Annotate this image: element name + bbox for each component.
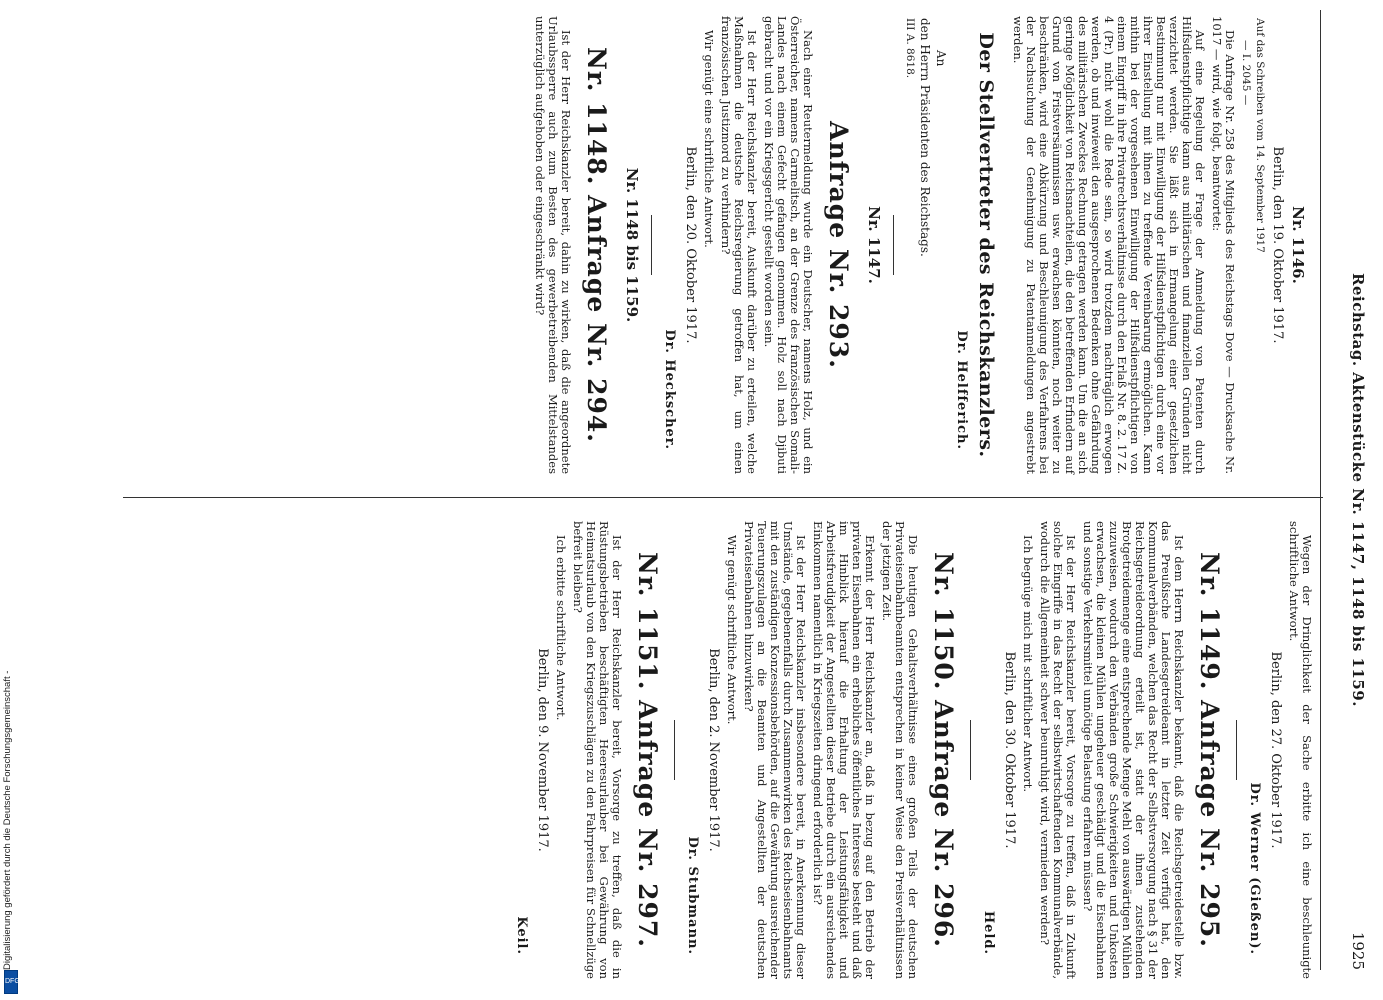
nr1149-date: Berlin, den 30. Oktober 1917. [1002,651,1017,849]
nr1147-signature-name: Dr. Heckscher. [662,329,677,450]
nr1146-ref3: III A. 8618. [904,18,916,79]
column-divider [123,497,1323,498]
nr1146-heading: Nr. 1146. [1289,206,1307,284]
nr1147-title: Anfrage Nr. 293. [824,121,853,369]
credit-text: Digitalisierung gefördert durch die Deutsche Forschungsgemeinschaft - [2,670,13,970]
nr1150-date: Berlin, den 2. November 1917. [706,648,721,852]
divider [651,215,652,275]
nr1146-date: Berlin, den 19. Oktober 1917. [1270,146,1285,344]
nr1146-para1: Die Anfrage Nr. 258 des Mitglieds des Reichstags Dove — Drucksache Nr. 1017 — wird, wie folgt, beantwortet: [1210,16,1237,474]
nr1146-signature-name: Dr. Helfferich. [954,330,969,450]
divider [674,720,675,780]
nr1148-title: Nr. 1148. Anfrage Nr. 294. [582,47,611,443]
divider [1236,720,1237,780]
nr1151-signature-name: Keil. [514,916,529,955]
nr1146-addr1: An [934,50,948,67]
nr1149-signature-name: Held. [981,910,996,955]
divider [893,215,894,275]
nr1147-para3: Wir genügt eine schriftliche Antwort. [702,30,716,248]
top-signature-name: Dr. Werner (Gießen). [1247,782,1262,955]
nr1151-title: Nr. 1151. Anfrage Nr. 297. [633,552,662,948]
nr1147-para2: Ist der Herr Reichskanzler bereit, Auskunft darüber zu erteilen, welche Maßnahmen die deutsche Reichsregierung getroffen hat, um einen französischen Justizmord zu verhindern? [719,16,759,474]
nr1147-signature [662,10,677,450]
nr1150-para2: Erkennt der Herr Reichskanzler an, daß in bezug auf den Betrieb der privaten Eisenbahnen ein erhebliches öffentliches Interesse besteht und daß im Hinblick hierauf die Erhaltung der Leistungsfähigkeit und Arbeitsfreudigkeit der Angestellten dieser Betriebe durch ein ausreichendes Einkommen namentlich in Kriegszeiten dringend erforderlich ist? [811,521,877,979]
nr1146-addr2: den Herrn Präsidenten des Reichstags. [918,18,932,257]
top-date: Berlin, den 27. Oktober 1917. [1268,651,1283,849]
sidebar [0,0,65,1000]
top-signature [1247,515,1262,955]
nr1149-para3: Ich begnüge mich mit schriftlicher Antwort. [1021,535,1035,792]
page-number: 1925 [1349,931,1367,970]
nr1146-signature [954,10,969,450]
left-column [65,10,1317,480]
nr1150-title: Nr. 1150. Anfrage Nr. 296. [929,552,958,948]
right-column [65,515,1317,985]
document-sheet [65,0,1383,1000]
nr1146-ref2: — I. 2045 — [1240,40,1252,106]
nr1151-para2: Ich erbitte schriftliche Antwort. [554,535,568,721]
nr1147-para1: Nach einer Reutermeldung wurde ein Deutscher, namens Holz, und ein Österreicher, namens Carmelitsch, an der Grenze des französischen Somali-Landes nach einem Gefecht gefangen genommen. Holz soll nach Djibuti gebracht und vor ein Kriegsgericht gestellt worden sein. [762,16,815,474]
nr1147-date: Berlin, den 20. Oktober 1917. [683,146,698,344]
nr1151-para1: Ist der Herr Reichskanzler bereit, Vorsorge zu treffen, daß die in Rüstungsbetrieben beschäftigten Heeresurlauber bei Gewährung von Heimatsurlaub von den Kriegszuschlägen zu den Fahrpreisen für Schnellzüge befreit bleiben? [571,521,624,979]
nr1149-title: Nr. 1149. Anfrage Nr. 295. [1195,552,1224,948]
nr1147-heading: Nr. 1147. [865,206,883,284]
nr1149-para1: Ist dem Herrn Reichskanzler bekannt, daß die Reichsgetreidestelle bzw. das Preußische Landesgetreideamt in letzter Zeit verfügt hat, den Kommunalverbänden, welchen das Recht der Selbstversorgung nach § 31 der Reichsgetreideordnung erteilt ist, statt der ihnen zustehenden Brotgetreidemenge eine entsprechende Menge Mehl von auswärtigen Mühlen zuzuweisen, wodurch den Verbänden große Schwierigkeiten und Unkosten erwachsen, die kleinen Mühlen ungeheuer geschädigt und die Eisenbahnen und sonstige Verkehrsmittel unnötige Belastung erfahren müssen? [1081,521,1186,979]
nr1150-para1: Die heutigen Gehaltsverhältnisse eines großen Teils der deutschen Privateisenbahnbeamten entsprechen in keiner Weise den Preisverhältnissen der jetzigen Zeit. [880,521,920,979]
nr1146-ref: Auf das Schreiben vom 14. September 1917 [1254,18,1266,253]
nr1150-signature-name: Dr. Stubmann. [685,836,700,955]
page-header [1335,10,1375,990]
nr1150-signature [685,515,700,955]
credit-line [0,0,65,1000]
page [65,0,1383,1000]
nr1149-para2: Ist der Herr Reichskanzler bereit, Vorsorge zu treffen, daß in Zukunft solche Eingriffe in das Recht der selbstwirtschaftenden Kommunalverbände, wodurch die Allgemeinheit schwer beunruhigt wird, vermieden werden? [1038,521,1078,979]
nr1150-para3: Ist der Herr Reichskanzler insbesondere bereit, in Anerkennung dieser Umstände, gegebenenfalls durch Zusammenwirken des Reichseisenbahnamts mit den zuständigen Konzessionsbehörden, auf die Gewährung ausreichender Teuerungszulagen an die Beamten und Angestellten der deutschen Privateisenbahnen hinzuwirken? [742,521,808,979]
nr1148-heading: Nr. 1148 bis 1159. [623,167,641,323]
divider [970,720,971,780]
header-title: Reichstag. Aktenstücke Nr. 1147, 1148 bis 1159. [1349,273,1367,707]
nr1151-date: Berlin, den 9. November 1917. [535,648,550,852]
nr1151-signature [514,515,529,955]
top-para1: Wegen der Dringlichkeit der Sache erbitte ich eine beschleunigte schriftliche Antwort. [1287,521,1314,979]
header-rule [1320,10,1321,970]
nr1146-para2: Auf eine Regelung der Frage der Anmeldung von Patenten durch Hilfsdienstpflichtige kann aus militärischen und finanziellen Gründen nicht verzichtet werden. Sie läßt sich in Ermangelung einer gesetzlichen Bestimmung nur mit Einwilligung der Hilfsdienstpflichtigen durch eine vor ihrer Einstellung mit ihnen zu treffende Vereinbarung ermöglichen. Kann mithin bei der vorgesehenen Einwilligung der Hilfsdienstpflichtigen von einem Eingriff in ihre Privatrechtsverhältnisse durch den Erlaß Nr. 8. 2. 17 Z. 4 (Pr.) nicht wohl die Rede sein, so wird trotzdem nachträglich erwogen werden, ob und inwieweit den ausgesprochenen Bedenken ohne Gefährdung des militärischen Zweckes Rechnung getragen werden kann. Um die an sich geringe Möglichkeit von Reichsnachteilen, die den betreffenden Erfindern auf Grund von Fristversäumnissen usw. erwachsen könnten, noch weiter zu beschränken, wird eine Abkürzung und Beschleunigung des Verfahrens bei der Nachsuchung der Genehmigung zu Patentanmeldungen angestrebt werden. [1011,16,1207,474]
nr1148-para1: Ist der Herr Reichskanzler bereit, dahin zu wirken, daß die angeordnete Urlaubssperre auch zum Besten des gewerbetreibenden Mittelstandes unterzüglich aufgehoben oder eingeschränkt wird? [533,16,573,474]
nr1146-signatory-title: Der Stellvertreter des Reichskanzlers. [975,32,997,458]
dfg-logo-text: DFG [5,978,20,985]
nr1149-signature [981,515,996,955]
nr1150-para4: Wir genügt schriftliche Antwort. [725,535,739,725]
